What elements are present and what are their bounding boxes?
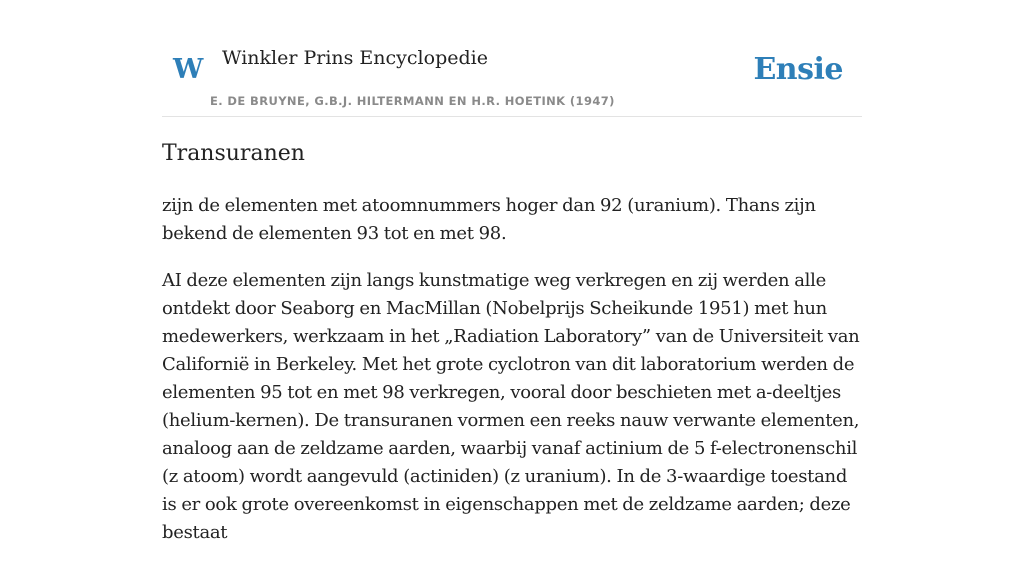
publication-authors: E. DE BRUYNE, G.B.J. HILTERMANN EN H.R. HOETINK (1947) [210, 94, 615, 108]
article-paragraph: zijn de elementen met atoomnummers hoger dan 92 (uranium). Thans zijn bekend de elementen 93 tot en met 98. [162, 195, 816, 244]
publication-logo-icon: W [173, 54, 204, 85]
publication-title[interactable]: Winkler Prins Encyclopedie [222, 47, 488, 69]
page-header [162, 0, 862, 117]
article-paragraph: AI deze elementen zijn langs kunstmatige weg verkregen en zij werden alle ontdekt door Seaborg en MacMillan (Nobelprijs Scheikunde 1951) met hun medewerkers, werkzaam in het „Radiation Laboratory” van de Universiteit van Californië in Berkeley. Met het grote cyclotron van dit laboratorium werden de elementen 95 tot en met 98 verkregen, vooral door beschieten met a-deeltjes (helium-kernen). De transuranen vormen een reeks nauw verwante elementen, analoog aan de zeldzame aarden, waarbij vanaf actinium de 5 f-electronenschil (z atoom) wordt aangevuld (actiniden) (z uranium). In de 3-waardige toestand is er ook grote overeenkomst in eigenschappen met de zeldzame aarden; deze bestaat [162, 270, 860, 543]
ensie-logo-link[interactable]: Ensie [753, 52, 843, 87]
article-title: Transuranen [162, 141, 305, 166]
article-body [162, 192, 862, 566]
